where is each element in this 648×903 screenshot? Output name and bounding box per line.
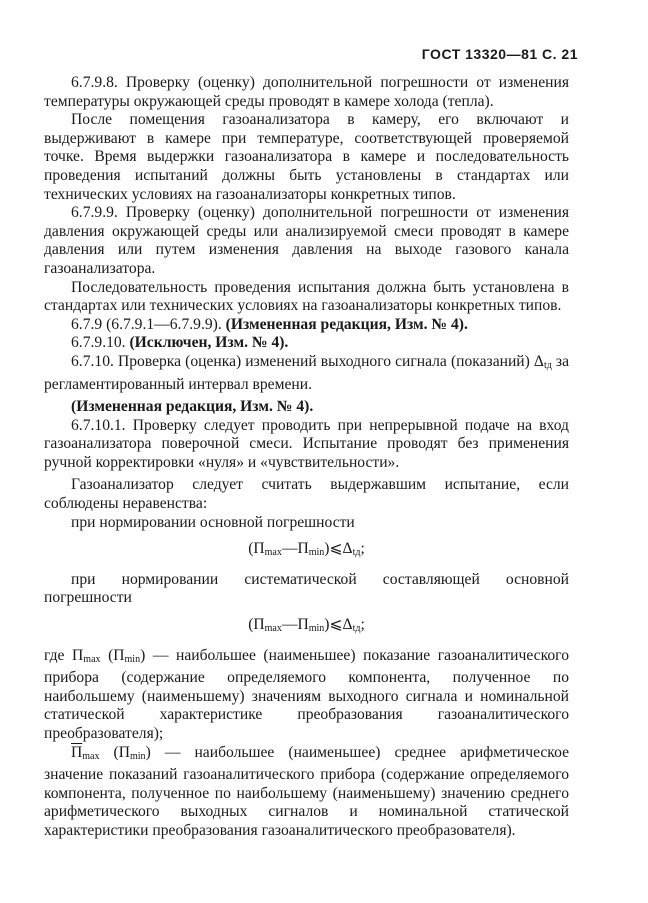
- paragraph-6-7-10-1: 6.7.10.1. Проверку следует проводить при непрерывной подаче на вход газоанализатора поверочной смеси. Испытание проводят без применения ручной корректировки «нуля» и «чувствительности».: [44, 416, 569, 471]
- amendment-note: (Измененная редакция, Изм. № 4).: [225, 315, 468, 333]
- excluded-note: (Исключен, Изм. № 4).: [129, 334, 289, 352]
- excluded-ref: 6.7.9.10.: [71, 334, 130, 352]
- paragraph-definition-pmax: где $\Pi_{max}$ $(\Pi_{min})$ — наибольшее (наименьшее) показание газоаналитического прибора (содержание определяемого компонента, полученное по наибольшему (наименьшему) значениям выходного сигнала и номинальной статической характеристике преобразования газоаналитического преобразователя);: [44, 646, 569, 742]
- formula-systematic-error: $(\Pi_{max}—\Pi_{min})⩽\Delta_{tд}$;: [248, 616, 365, 635]
- page-header: ГОСТ 13320—81 С. 21: [421, 46, 578, 62]
- paragraph-main-error: при нормировании основной погрешности: [71, 513, 355, 531]
- formula-main-error: $(\Pi_{max}—\Pi_{min})⩽\Delta_{tд}$;: [248, 540, 365, 559]
- paragraph-amendment-6-7-10: (Измененная редакция, Изм. № 4).: [71, 398, 314, 416]
- paragraph-chamber-procedure: После помещения газоанализатора в камеру, его включают и выдерживают в камере при температуре, соответствующей проверяемой точке. Время выдержки газоанализатора в камере и последовательность проведения испытаний должны быть установлены в стандартах или технических условиях на газоанализаторы конкретных типов.: [44, 111, 569, 203]
- paragraph-definition-mean-pmax: $\overline{\Pi}_{max}$ $(\Pi_{min})$ — наибольшее (наименьшее) среднее арифметическое значение показаний газоаналитического прибора (содержание определяемого компонента, полученное по наибольшему (наименьшему) значению среднего арифметического выходных сигналов и номинальной статической характеристики преобразования газоаналитического преобразователя).: [44, 743, 570, 839]
- paragraph-6-7-9-9: 6.7.9.9. Проверку (оценку) дополнительной погрешности от изменения давления окружающей среды или анализируемой смеси проводят в камере давления или путем изменения давления на выходе газового канала газоанализатора.: [44, 204, 569, 277]
- paragraph-passed-criteria: Газоанализатор следует считать выдержавшим испытание, если соблюдены неравенства:: [44, 476, 569, 513]
- delta-subscript: tд: [543, 359, 552, 371]
- amendment-ref: 6.7.9 (6.7.9.1—6.7.9.9).: [71, 315, 226, 333]
- paragraph-6-7-10: 6.7.10. Проверка (оценка) изменений выходного сигнала (показаний) $\Delta_{tд}$ за регламентированный интервал времени.: [44, 352, 569, 393]
- paragraph-test-sequence: Последовательность проведения испытания должна быть установлена в стандартах или технических условиях на газоанализаторы конкретных типов.: [44, 278, 569, 315]
- paragraph-systematic-error: при нормировании систематической составляющей основной погрешности: [44, 570, 569, 607]
- document-body: [44, 74, 569, 841]
- paragraph-6-7-9-amendment: [44, 316, 569, 335]
- paragraph-6-7-9-8: 6.7.9.8. Проверку (оценку) дополнительной погрешности от изменения температуры окружающей среды проводят в камере холода (тепла).: [44, 74, 569, 110]
- paragraph-6-7-9-10: [44, 334, 569, 353]
